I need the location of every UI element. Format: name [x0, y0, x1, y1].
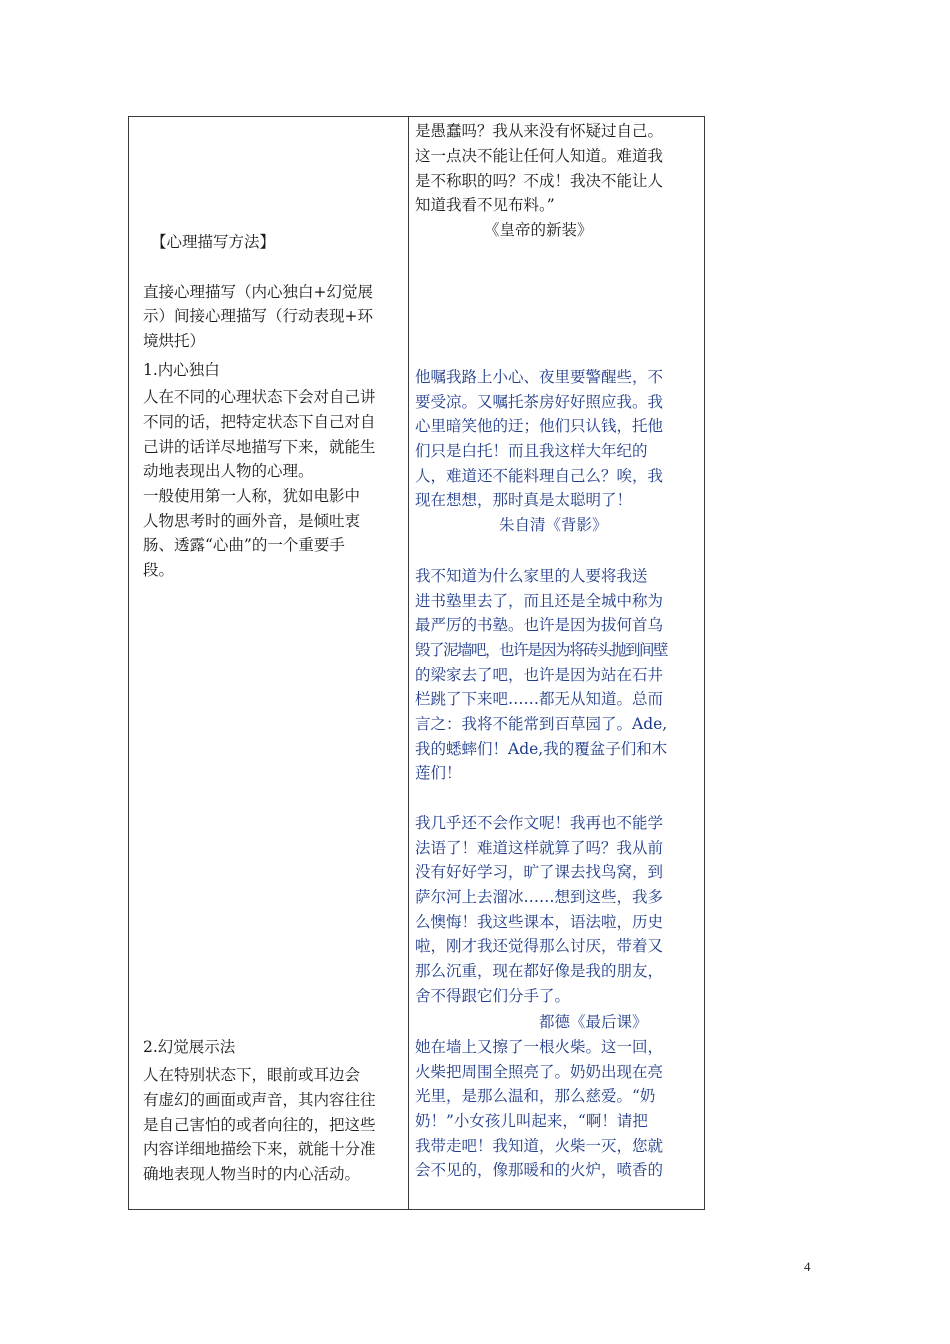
method-line: 直接心理描写（内心独白+幻觉展 — [143, 283, 373, 301]
paragraph-line: 动地表现出人物的心理。 — [143, 462, 314, 480]
method-line: 示）间接心理描写（行动表现+环 — [143, 307, 373, 325]
quote-line: 那么沉重，现在都好像是我的朋友， — [415, 962, 664, 980]
quote-line: 莲们！ — [415, 764, 462, 782]
quote-line: 么懊悔！我这些课本，语法啦，历史 — [415, 913, 664, 931]
quote-line: 他嘱我路上小心、夜里要警醒些，不 — [415, 368, 664, 386]
quote-line: 言之：我将不能常到百草园了。Ade, — [415, 715, 668, 733]
quote-source: 都德《最后课》 — [539, 1013, 648, 1031]
quote-line: 我几乎还不会作文呢！我再也不能学 — [415, 814, 664, 832]
quote-line: 的梁家去了吧，也许是因为站在石井 — [415, 666, 664, 684]
quote-line: 她在墙上又擦了一根火柴。这一回， — [415, 1038, 664, 1056]
paragraph-line: 不同的话，把特定状态下自己对自 — [143, 413, 376, 431]
paragraph-line: 人物思考时的画外音，是倾吐衷 — [143, 512, 361, 530]
quote-line: 是愚蠢吗？我从来没有怀疑过自己。 — [415, 122, 664, 140]
paragraph-line: 内容详细地描绘下来，就能十分准 — [143, 1140, 376, 1158]
quote-line: 没有好好学习，旷了课去找鸟窝，到 — [415, 863, 664, 881]
paragraph-line: 己讲的话详尽地描写下来，就能生 — [143, 438, 376, 456]
right-column — [409, 117, 705, 1209]
paragraph-line: 有虚幻的画面或声音，其内容往往 — [143, 1091, 376, 1109]
method-line: 境烘托） — [143, 332, 206, 350]
quote-line: 要受凉。又嘱托茶房好好照应我。我 — [415, 393, 664, 411]
quote-line: 这一点决不能让任何人知道。难道我 — [415, 147, 664, 165]
quote-source: 朱自清《背影》 — [499, 516, 608, 534]
left-column — [129, 117, 408, 1209]
paragraph-line: 人在特别状态下，眼前或耳边会 — [143, 1066, 361, 1084]
paragraph-line: 确地表现人物当时的内心活动。 — [143, 1165, 361, 1183]
quote-line: 萨尔河上去溜冰……想到这些，我多 — [415, 888, 664, 906]
quote-line: 最严厉的书塾。也许是因为拔何首乌 — [415, 616, 664, 634]
quote-line: 心里暗笑他的迂；他们只认钱，托他 — [415, 417, 664, 435]
quote-line: 我带走吧！我知道，火柴一灭，您就 — [415, 1137, 664, 1155]
section-title: 【心理描写方法】 — [151, 233, 276, 251]
quote-line: 我不知道为什么家里的人要将我送 — [415, 567, 648, 585]
heading-inner-monologue: 1.内心独白 — [143, 361, 220, 379]
page-number: 4 — [804, 1259, 811, 1274]
heading-hallucination: 2.幻觉展示法 — [143, 1038, 236, 1056]
quote-line: 人，难道还不能料理自己么？唉，我 — [415, 467, 664, 485]
paragraph-line: 肠、透露“心曲”的一个重要手 — [143, 536, 345, 554]
quote-line: 奶！”小女孩儿叫起来，“啊！请把 — [415, 1112, 648, 1130]
paragraph-line: 人在不同的心理状态下会对自己讲 — [143, 388, 376, 406]
quote-line: 啦，刚才我还觉得那么讨厌，带着又 — [415, 937, 664, 955]
quote-line: 栏跳了下来吧……都无从知道。总而 — [415, 690, 664, 708]
quote-line: 进书塾里去了，而且还是全城中称为 — [415, 592, 664, 610]
quote-line: 光里，是那么温和，那么慈爱。“奶 — [415, 1087, 656, 1105]
quote-line: 知道我看不见布料。” — [415, 196, 555, 214]
paragraph-line: 一般使用第一人称，犹如电影中 — [143, 487, 361, 505]
quote-line: 是不称职的吗？不成！我决不能让人 — [415, 172, 664, 190]
paragraph-line: 是自己害怕的或者向往的，把这些 — [143, 1116, 376, 1134]
quote-line: 法语了！难道这样就算了吗？我从前 — [415, 839, 664, 857]
quote-line: 会不见的，像那暖和的火炉，喷香的 — [415, 1161, 664, 1179]
quote-line: 舍不得跟它们分手了。 — [415, 987, 571, 1005]
quote-line: 毁了泥墙吧，也许是因为将砖头抛到间壁 — [415, 641, 668, 659]
quote-source: 《皇帝的新装》 — [484, 221, 593, 239]
quote-line: 现在想想，那时真是太聪明了！ — [415, 491, 633, 509]
quote-line: 我的蟋蟀们！Ade,我的覆盆子们和木 — [415, 740, 668, 758]
quote-line: 们只是白托！而且我这样大年纪的 — [415, 442, 648, 460]
quote-line: 火柴把周围全照亮了。奶奶出现在亮 — [415, 1063, 664, 1081]
content-table — [128, 116, 705, 1210]
paragraph-line: 段。 — [143, 561, 175, 579]
